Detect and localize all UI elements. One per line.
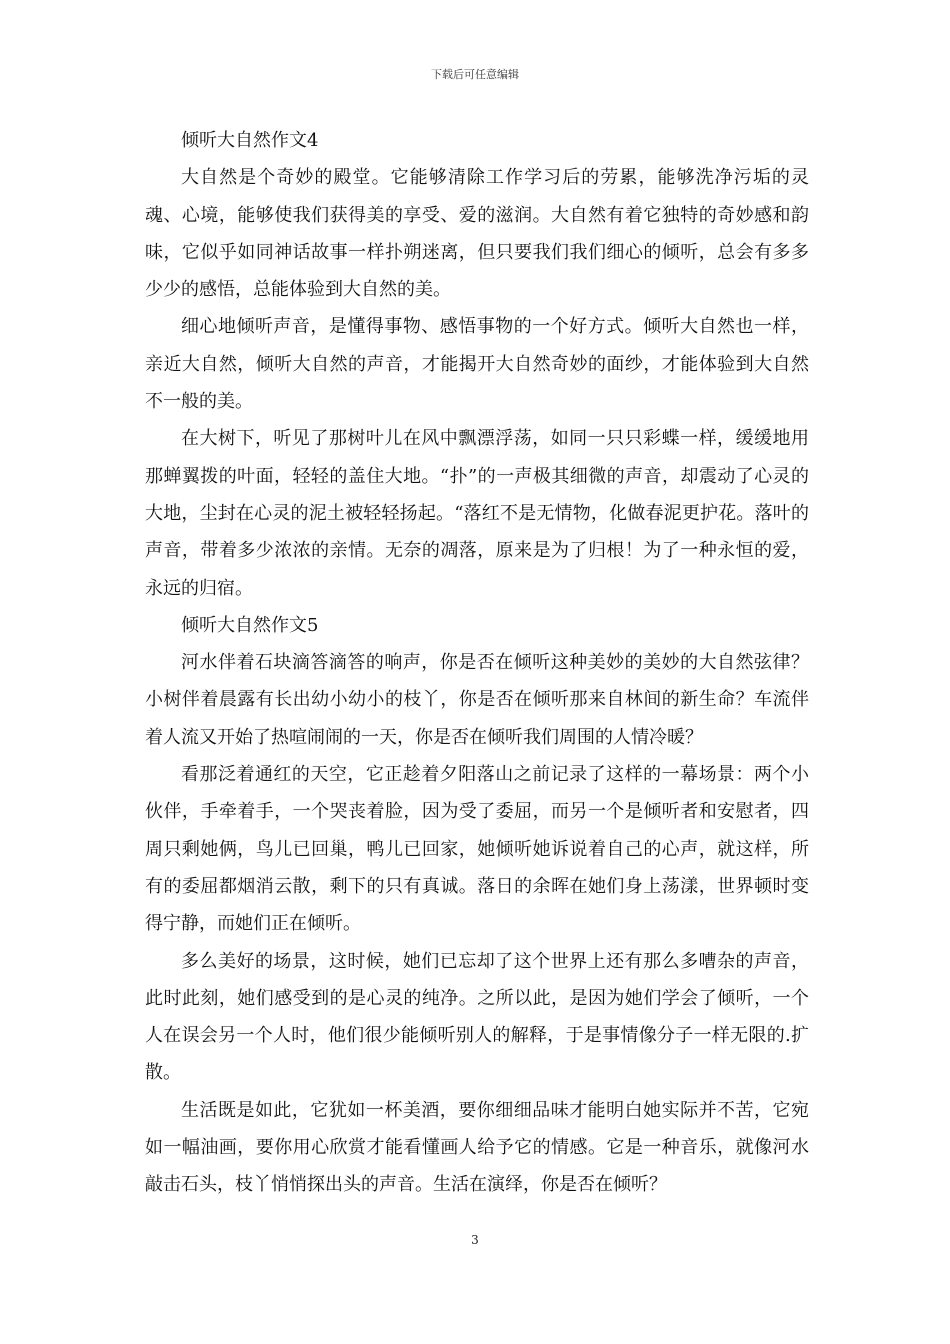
section-title-5: 倾听大自然作文5 [181, 614, 319, 636]
paragraph: 细心地倾听声音，是懂得事物、感悟事物的一个好方式。倾听大自然也一样，亲近大自然，倾听大自然的声音，才能揭开大自然奇妙的面纱，才能体验到大自然不一般的美。 [145, 316, 809, 413]
section-title-4: 倾听大自然作文4 [181, 130, 319, 151]
page-number: 3 [471, 1233, 479, 1247]
document-body [145, 122, 809, 1204]
paragraph: 看那泛着通红的天空，它正趁着夕阳落山之前记录了这样的一幕场景：两个小伙伴，手牵着手，一个哭丧着脸，因为受了委屈，而另一个是倾听者和安慰者，四周只剩她俩，鸟儿已回巢，鸭儿已回家，她倾听她诉说着自己的心声，就这样，所有的委屈都烟消云散，剩下的只有真诚。落日的余晖在她们身上荡漾，世界顿时变得宁静，而她们正在倾听。 [145, 764, 809, 935]
page-header: 下载后可任意编辑 [431, 68, 519, 81]
paragraph: 多么美好的场景，这时候，她们已忘却了这个世界上还有那么多嘈杂的声音，此时此刻，她们感受到的是心灵的纯净。之所以此，是因为她们学会了倾听，一个人在误会另一个人时，他们很少能倾听别人的解释，于是事情像分子一样无限的.扩散。 [145, 950, 809, 1084]
paragraph: 生活既是如此，它犹如一杯美酒，要你细细品味才能明白她实际并不苦，它宛如一幅油画，要你用心欣赏才能看懂画人给予它的情感。它是一种音乐，就像河水敲击石头，枝丫悄悄探出头的声音。生活在演绎，你是否在倾听？ [145, 1099, 809, 1196]
paragraph: 大自然是个奇妙的殿堂。它能够清除工作学习后的劳累，能够洗净污垢的灵魂、心境，能够使我们获得美的享受、爱的滋润。大自然有着它独特的奇妙感和韵味，它似乎如同神话故事一样扑朔迷离，但只要我们我们细心的倾听，总会有多多少少的感悟，总能体验到大自然的美。 [145, 167, 809, 301]
paragraph: 河水伴着石块滴答滴答的响声，你是否在倾听这种美妙的美妙的大自然弦律？小树伴着晨露有长出幼小幼小的枝丫，你是否在倾听那来自林间的新生命？车流伴着人流又开始了热喧闹闹的一天，你是否在倾听我们周围的人情冷暖？ [145, 652, 809, 748]
paragraph: 在大树下，听见了那树叶儿在风中飘漂浮荡，如同一只只彩蝶一样，缓缓地用那蝉翼拨的叶面，轻轻的盖住大地。“扑”的一声极其细微的声音，却震动了心灵的大地，尘封在心灵的泥土被轻轻扬起。“落红不是无情物，化做春泥更护花。落叶的声音，带着多少浓浓的亲情。无奈的凋落，原来是为了归根！为了一种永恒的爱，永远的归宿。 [145, 428, 809, 599]
